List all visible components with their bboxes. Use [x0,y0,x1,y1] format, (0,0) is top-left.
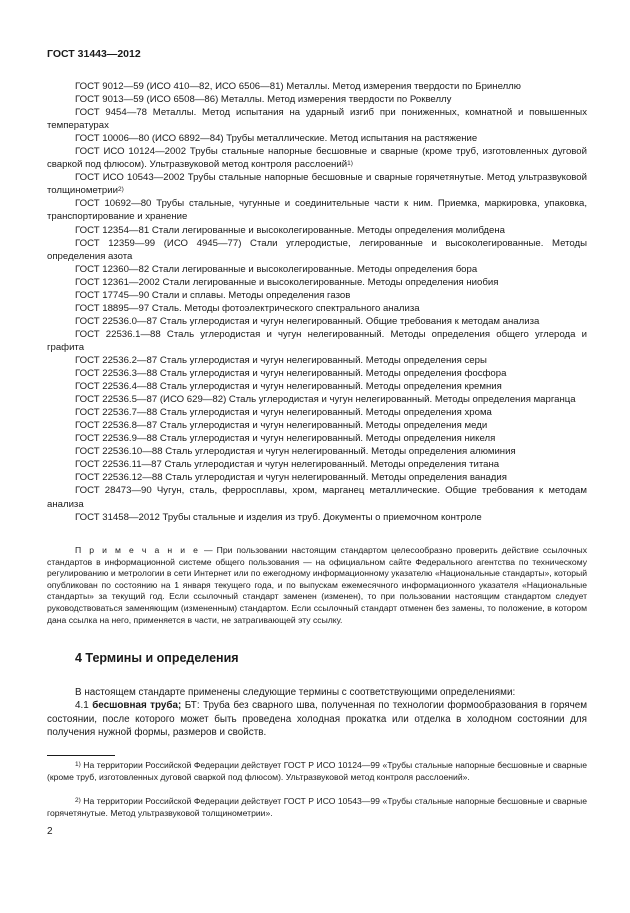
footnote-text: На территории Российской Федерации действует ГОСТ Р ИСО 10543—99 «Трубы стальные напорные бесшовные и сварные горячетянутые. Метод ультразвуковой толщинометрии». [47,796,587,818]
definition-number: 4.1 [75,700,93,712]
footnote-1 [47,760,587,784]
reference-item: ГОСТ 22536.11—87 Сталь углеродистая и чугун нелегированный. Методы определения титана [75,459,500,471]
reference-item: ГОСТ 22536.0—87 Сталь углеродистая и чугун нелегированный. Общие требования к методам анализа [75,315,540,327]
definition-term: бесшовная труба; [92,700,182,712]
footnote-divider [47,755,115,756]
reference-item: ГОСТ 22536.1—88 Сталь углеродистая и чугун нелегированный. Методы определения общего углерода и графита [47,328,587,353]
footnote-marker: 2) [75,797,81,804]
note-text: — При пользовании настоящим стандартом целесообразно проверить действие ссылочных стандартов в информационной системе общего пользования — на официальном сайте Федерального агентства по техническому регулированию и метрологии в сети Интернет или по ежегодному информационному указателю «Национальные стандарты», который опубликован по состоянию на 1 января текущего года, и по выпускам ежемесячного информационного указателя «Национальные стандарты» за текущий год. Если ссылочный стандарт заменен (изменен), то при пользовании настоящим стандартом следует руководствоваться заменяющим (измененным) стандартом. Если ссылочный стандарт отменен без замены, то положение, в котором дана ссылка на него, применяется в части, не затрагивающей эту ссылку. [47,545,588,625]
section-body [47,686,587,740]
reference-item: ГОСТ 10006—80 (ИСО 6892—84) Трубы металлические. Метод испытания на растяжение [75,133,478,145]
reference-item: ГОСТ 10692—80 Трубы стальные, чугунные и соединительные части к ним. Приемка, маркировка, упаковка, транспортирование и хранение [47,198,587,223]
reference-item: ГОСТ 22536.7—88 Сталь углеродистая и чугун нелегированный. Методы определения хрома [75,407,492,419]
reference-item: ГОСТ 22536.10—88 Сталь углеродистая и чугун нелегированный. Методы определения алюминия [75,446,516,458]
reference-item: ГОСТ 9012—59 (ИСО 410—82, ИСО 6506—81) Металлы. Метод измерения твердости по Бринеллю [75,81,521,92]
reference-item: ГОСТ 17745—90 Стали и сплавы. Методы определения газов [75,289,351,301]
reference-item: ГОСТ 22536.4—88 Сталь углеродистая и чугун нелегированный. Методы определения кремния [75,381,502,393]
footnote-marker: 2) [117,186,124,194]
footnote-marker: 1) [347,160,353,168]
section-title: 4 Термины и определения [75,651,239,665]
normative-references-list [47,80,587,524]
reference-item [47,145,587,171]
note-block [47,545,587,626]
footnote-text: На территории Российской Федерации действует ГОСТ Р ИСО 10124—99 «Трубы стальные напорные бесшовные и сварные (кроме труб, изготовленных дуговой сваркой под флюсом). Ультразвуковой метод контроля расслоений». [47,760,587,782]
reference-text: ГОСТ ИСО 10543—2002 Трубы стальные напорные бесшовные и сварные горячетянутые. Метод ультразвуковой толщинометрии [47,172,587,197]
reference-item: ГОСТ 9454—78 Металлы. Метод испытания на ударный изгиб при пониженных, комнатной и повышенных температурах [47,107,587,132]
page-number: 2 [47,826,53,837]
reference-item: ГОСТ 9013—59 (ИСО 6508—86) Металлы. Метод измерения твердости по Роквеллу [75,94,452,106]
reference-item: ГОСТ 22536.2—87 Сталь углеродистая и чугун нелегированный. Методы определения серы [75,354,487,366]
note-label: П р и м е ч а н и е [75,545,200,555]
body-intro: В настоящем стандарте применены следующие термины с соответствующими определениями: [75,687,516,698]
reference-item: ГОСТ 12360—82 Стали легированные и высоколегированные. Методы определения бора [75,263,478,275]
footnote-marker: 1) [75,761,81,768]
reference-item: ГОСТ 22536.12—88 Сталь углеродистая и чугун нелегированный. Методы определения ванадия [75,472,507,484]
reference-item: ГОСТ 22536.3—88 Сталь углеродистая и чугун нелегированный. Методы определения фосфора [75,368,507,380]
reference-item: ГОСТ 18895—97 Сталь. Методы фотоэлектрического спектрального анализа [75,302,420,314]
reference-item: ГОСТ 12354—81 Стали легированные и высоколегированные. Методы определения молибдена [75,224,505,236]
reference-item: ГОСТ 22536.8—87 Сталь углеродистая и чугун нелегированный. Методы определения меди [75,420,488,432]
footnote-2 [47,796,587,820]
definition-text: БТ: Труба без сварного шва, полученная по технологии формообразования в горячем состоянии, после которого может быть проведена холодная прокатка или отделка в холодном состоянии для получения нужной формы, размеров и свойств. [47,700,588,739]
reference-text: ГОСТ ИСО 10124—2002 Трубы стальные напорные бесшовные и сварные (кроме труб, изготовленных дуговой сваркой под флюсом). Ультразвуковой метод контроля расслоений [47,146,587,171]
reference-item [47,171,587,197]
definition-4-1 [47,699,587,739]
reference-item: ГОСТ 22536.9—88 Сталь углеродистая и чугун нелегированный. Методы определения никеля [75,433,496,445]
document-header: ГОСТ 31443—2012 [47,48,141,60]
reference-item: ГОСТ 12359—99 (ИСО 4945—77) Стали углеродистые, легированные и высоколегированные. Методы определения азота [47,237,587,262]
reference-item: ГОСТ 12361—2002 Стали легированные и высоколегированные. Методы определения ниобия [75,276,499,288]
reference-item: ГОСТ 31458—2012 Трубы стальные и изделия из труб. Документы о приемочном контроле [75,511,482,523]
reference-item: ГОСТ 28473—90 Чугун, сталь, ферросплавы, хром, марганец металлические. Общие требования к методам анализа [47,485,587,510]
reference-item: ГОСТ 22536.5—87 (ИСО 629—82) Сталь углеродистая и чугун нелегированный. Методы определения марганца [75,394,576,406]
